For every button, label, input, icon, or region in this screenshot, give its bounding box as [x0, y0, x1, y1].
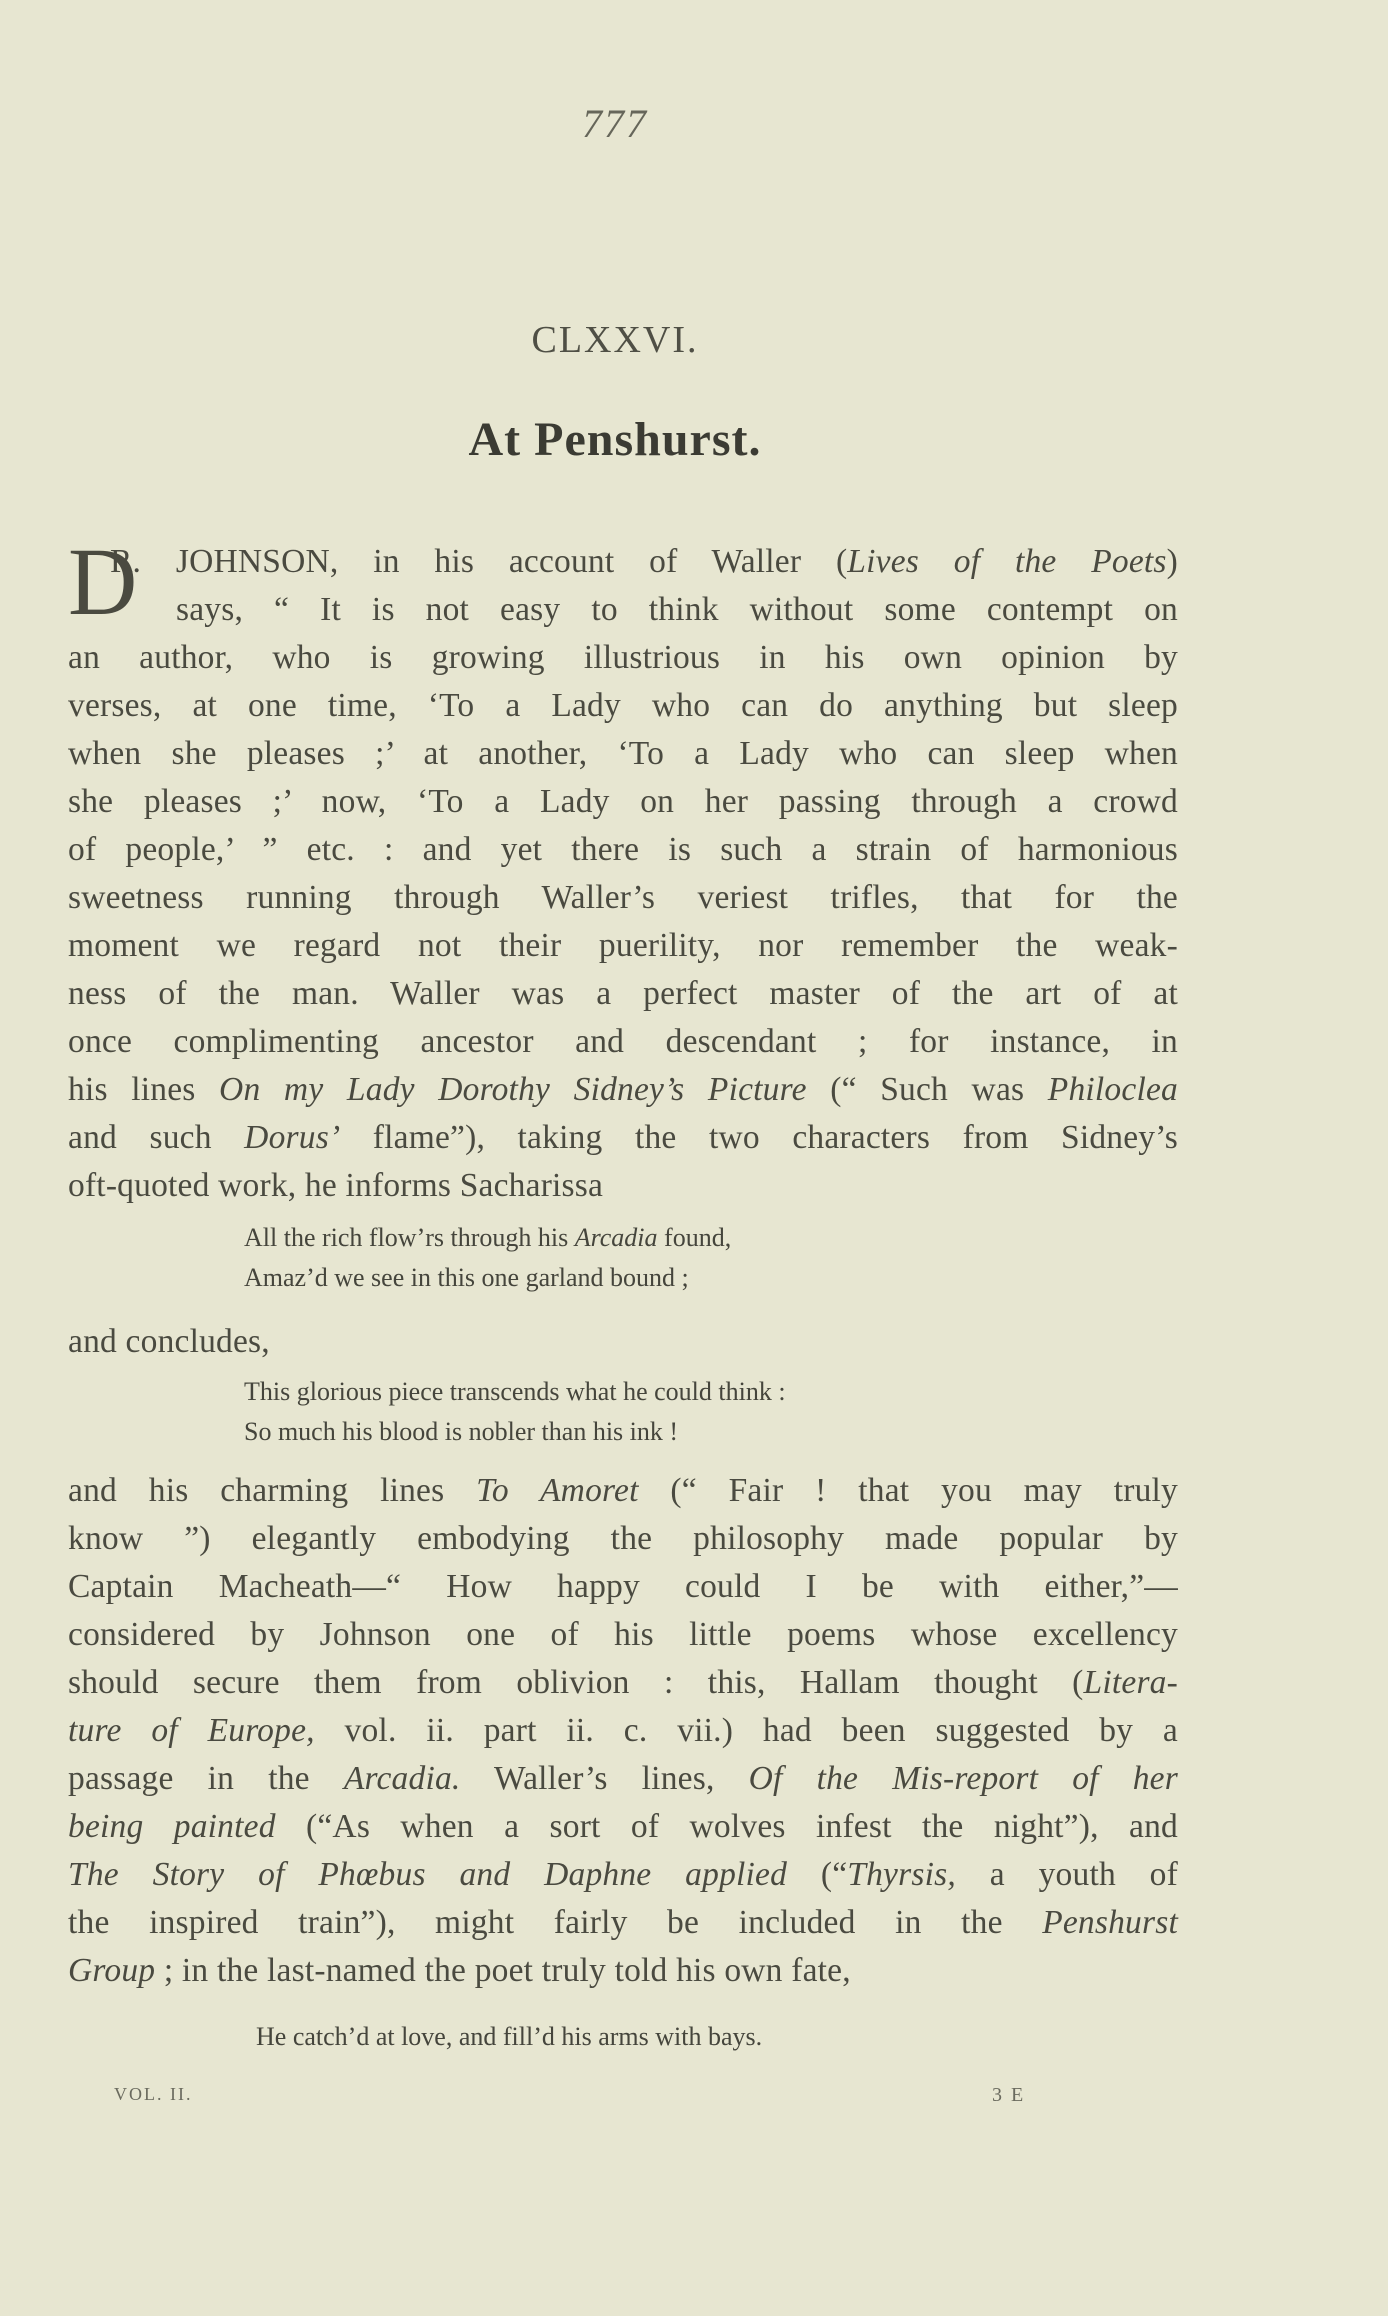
paragraph-text: (“ Such was: [806, 1071, 1048, 1108]
paragraph-line: [68, 1947, 1178, 1995]
paragraph-line: [68, 586, 1178, 634]
chapter-number: CLXXVI.: [531, 319, 699, 361]
paragraph-text: On my Lady Dorothy Sidney’s Picture: [219, 1071, 807, 1108]
verse-line: [244, 1218, 731, 1258]
paragraph-line: [68, 634, 1178, 682]
paragraph-text: Philoclea: [1047, 1071, 1178, 1108]
paragraph-text: Dorus’: [244, 1119, 341, 1156]
paragraph-line: [68, 970, 1178, 1018]
chapter-title: At Penshurst.: [468, 413, 762, 466]
paragraph-text: verses, at one time, ‘To a Lady who can do anything but sleep: [68, 687, 1178, 724]
paragraph-text: should secure them from oblivion : this, Hallam thought (: [68, 1664, 1084, 1701]
paragraph-line: [68, 1563, 1178, 1611]
paragraph-text: a youth of: [955, 1856, 1178, 1893]
paragraph-line: [68, 1659, 1178, 1707]
volume-footer: VOL. II.: [114, 2084, 193, 2104]
paragraph-text: flame”), taking the two characters from Sidney’s: [340, 1119, 1179, 1156]
verse-text: found,: [657, 1223, 732, 1252]
verse-text: All the rich flow’rs through his: [244, 1223, 575, 1252]
paragraph-line: [68, 730, 1178, 778]
paragraph-text: when she pleases ;’ at another, ‘To a Lady who can sleep when: [68, 735, 1178, 772]
paragraph-1: [68, 538, 1178, 1210]
paragraph-text: an author, who is growing illustrious in his own opinion by: [68, 639, 1178, 676]
drop-cap: D: [68, 528, 138, 635]
verse-text: Arcadia: [574, 1223, 658, 1252]
paragraph-line: [68, 1803, 1178, 1851]
page-number: 777: [582, 101, 648, 146]
paragraph-text: and his charming lines: [68, 1472, 477, 1509]
paragraph-text: once complimenting ancestor and descendant ; for instance, in: [68, 1023, 1178, 1060]
paragraph-line: [68, 922, 1178, 970]
paragraph-text: know ”) elegantly embodying the philosophy made popular by: [68, 1520, 1178, 1557]
paragraph-text: Thyrsis,: [847, 1856, 956, 1893]
paragraph-text: The Story of Phœbus and Daphne applied: [68, 1856, 788, 1893]
paragraph-line: [68, 1515, 1178, 1563]
paragraph-text: moment we regard not their puerility, nor remember the weak-: [68, 927, 1178, 964]
paragraph-line: [68, 1851, 1178, 1899]
paragraph-text: Penshurst: [1042, 1904, 1178, 1941]
paragraph-text: (“: [787, 1856, 848, 1893]
paragraph-text: Of the Mis-report of her: [748, 1760, 1178, 1797]
paragraph-text: R. JOHNSON, in his account of Waller (: [110, 543, 848, 580]
verse-line: [244, 1258, 731, 1298]
signature-mark: 3 E: [992, 2084, 1026, 2106]
paragraph-line: [68, 1467, 1178, 1515]
paragraph-line: [68, 1899, 1178, 1947]
paragraph-text: (“As when a sort of wolves infest the night”), and: [275, 1808, 1178, 1845]
paragraph-text: passage in the: [68, 1760, 344, 1797]
paragraph-text: vol. ii. part ii. c. vii.) had been suggested by a: [314, 1712, 1178, 1749]
paragraph-line: [68, 1707, 1178, 1755]
verse-quote-1: [244, 1218, 731, 1298]
paragraph-text: ture of Europe,: [68, 1712, 315, 1749]
paragraph-text: says, “ It is not easy to think without some contempt on: [176, 591, 1178, 628]
paragraph-text: being painted: [68, 1808, 276, 1845]
paragraph-line: [68, 1162, 1178, 1210]
paragraph-text: Captain Macheath—“ How happy could I be with either,”—: [68, 1568, 1178, 1605]
paragraph-line: [68, 1611, 1178, 1659]
paragraph-text: considered by Johnson one of his little poems whose excellency: [68, 1616, 1178, 1653]
paragraph-line: [68, 778, 1178, 826]
paragraph-line: [68, 1114, 1178, 1162]
paragraph-text: oft-quoted work, he informs Sacharissa: [68, 1167, 604, 1204]
paragraph-text: and such: [68, 1119, 245, 1156]
paragraph-text: ness of the man. Waller was a perfect master of the art of at: [68, 975, 1178, 1012]
paragraph-text: ; in the last-named the poet truly told his own fate,: [155, 1952, 851, 1989]
paragraph-text: Waller’s lines,: [460, 1760, 749, 1797]
paragraph-line: [68, 682, 1178, 730]
paragraph-text: Lives of the Poets: [847, 543, 1167, 580]
paragraph-text: the inspired train”), might fairly be included in the: [68, 1904, 1043, 1941]
verse-text: Amaz’d we see in this one garland bound ;: [244, 1263, 689, 1292]
paragraph-line: [68, 1755, 1178, 1803]
paragraph-text: sweetness running through Waller’s veriest trifles, that for the: [68, 879, 1178, 916]
paragraph-text: Group: [68, 1952, 156, 1989]
paragraph-text: To Amoret: [476, 1472, 639, 1509]
paragraph-text: (“ Fair ! that you may truly: [638, 1472, 1178, 1509]
verse-quote-2: [244, 1372, 786, 1452]
verse-quote-3: He catch’d at love, and fill’d his arms with bays.: [256, 2022, 763, 2051]
verse-text: So much his blood is nobler than his ink !: [244, 1417, 679, 1446]
paragraph-text: she pleases ;’ now, ‘To a Lady on her passing through a crowd: [68, 783, 1178, 820]
paragraph-line: [68, 1018, 1178, 1066]
paragraph-2: [68, 1467, 1178, 1995]
concludes-line: and concludes,: [68, 1323, 270, 1360]
paragraph-line: [68, 538, 1178, 586]
paragraph-line: [68, 1066, 1178, 1114]
paragraph-text: Arcadia.: [343, 1760, 461, 1797]
paragraph-line: [68, 874, 1178, 922]
paragraph-text: of people,’ ” etc. : and yet there is such a strain of harmonious: [68, 831, 1178, 868]
verse-line: [244, 1372, 786, 1412]
paragraph-text: his lines: [68, 1071, 220, 1108]
verse-line: [244, 1412, 786, 1452]
paragraph-text: Litera-: [1083, 1664, 1178, 1701]
verse-text: This glorious piece transcends what he could think :: [244, 1377, 786, 1406]
paragraph-text: ): [1166, 543, 1178, 580]
concludes-line-block: [68, 1318, 1178, 1366]
paragraph-line: [68, 826, 1178, 874]
